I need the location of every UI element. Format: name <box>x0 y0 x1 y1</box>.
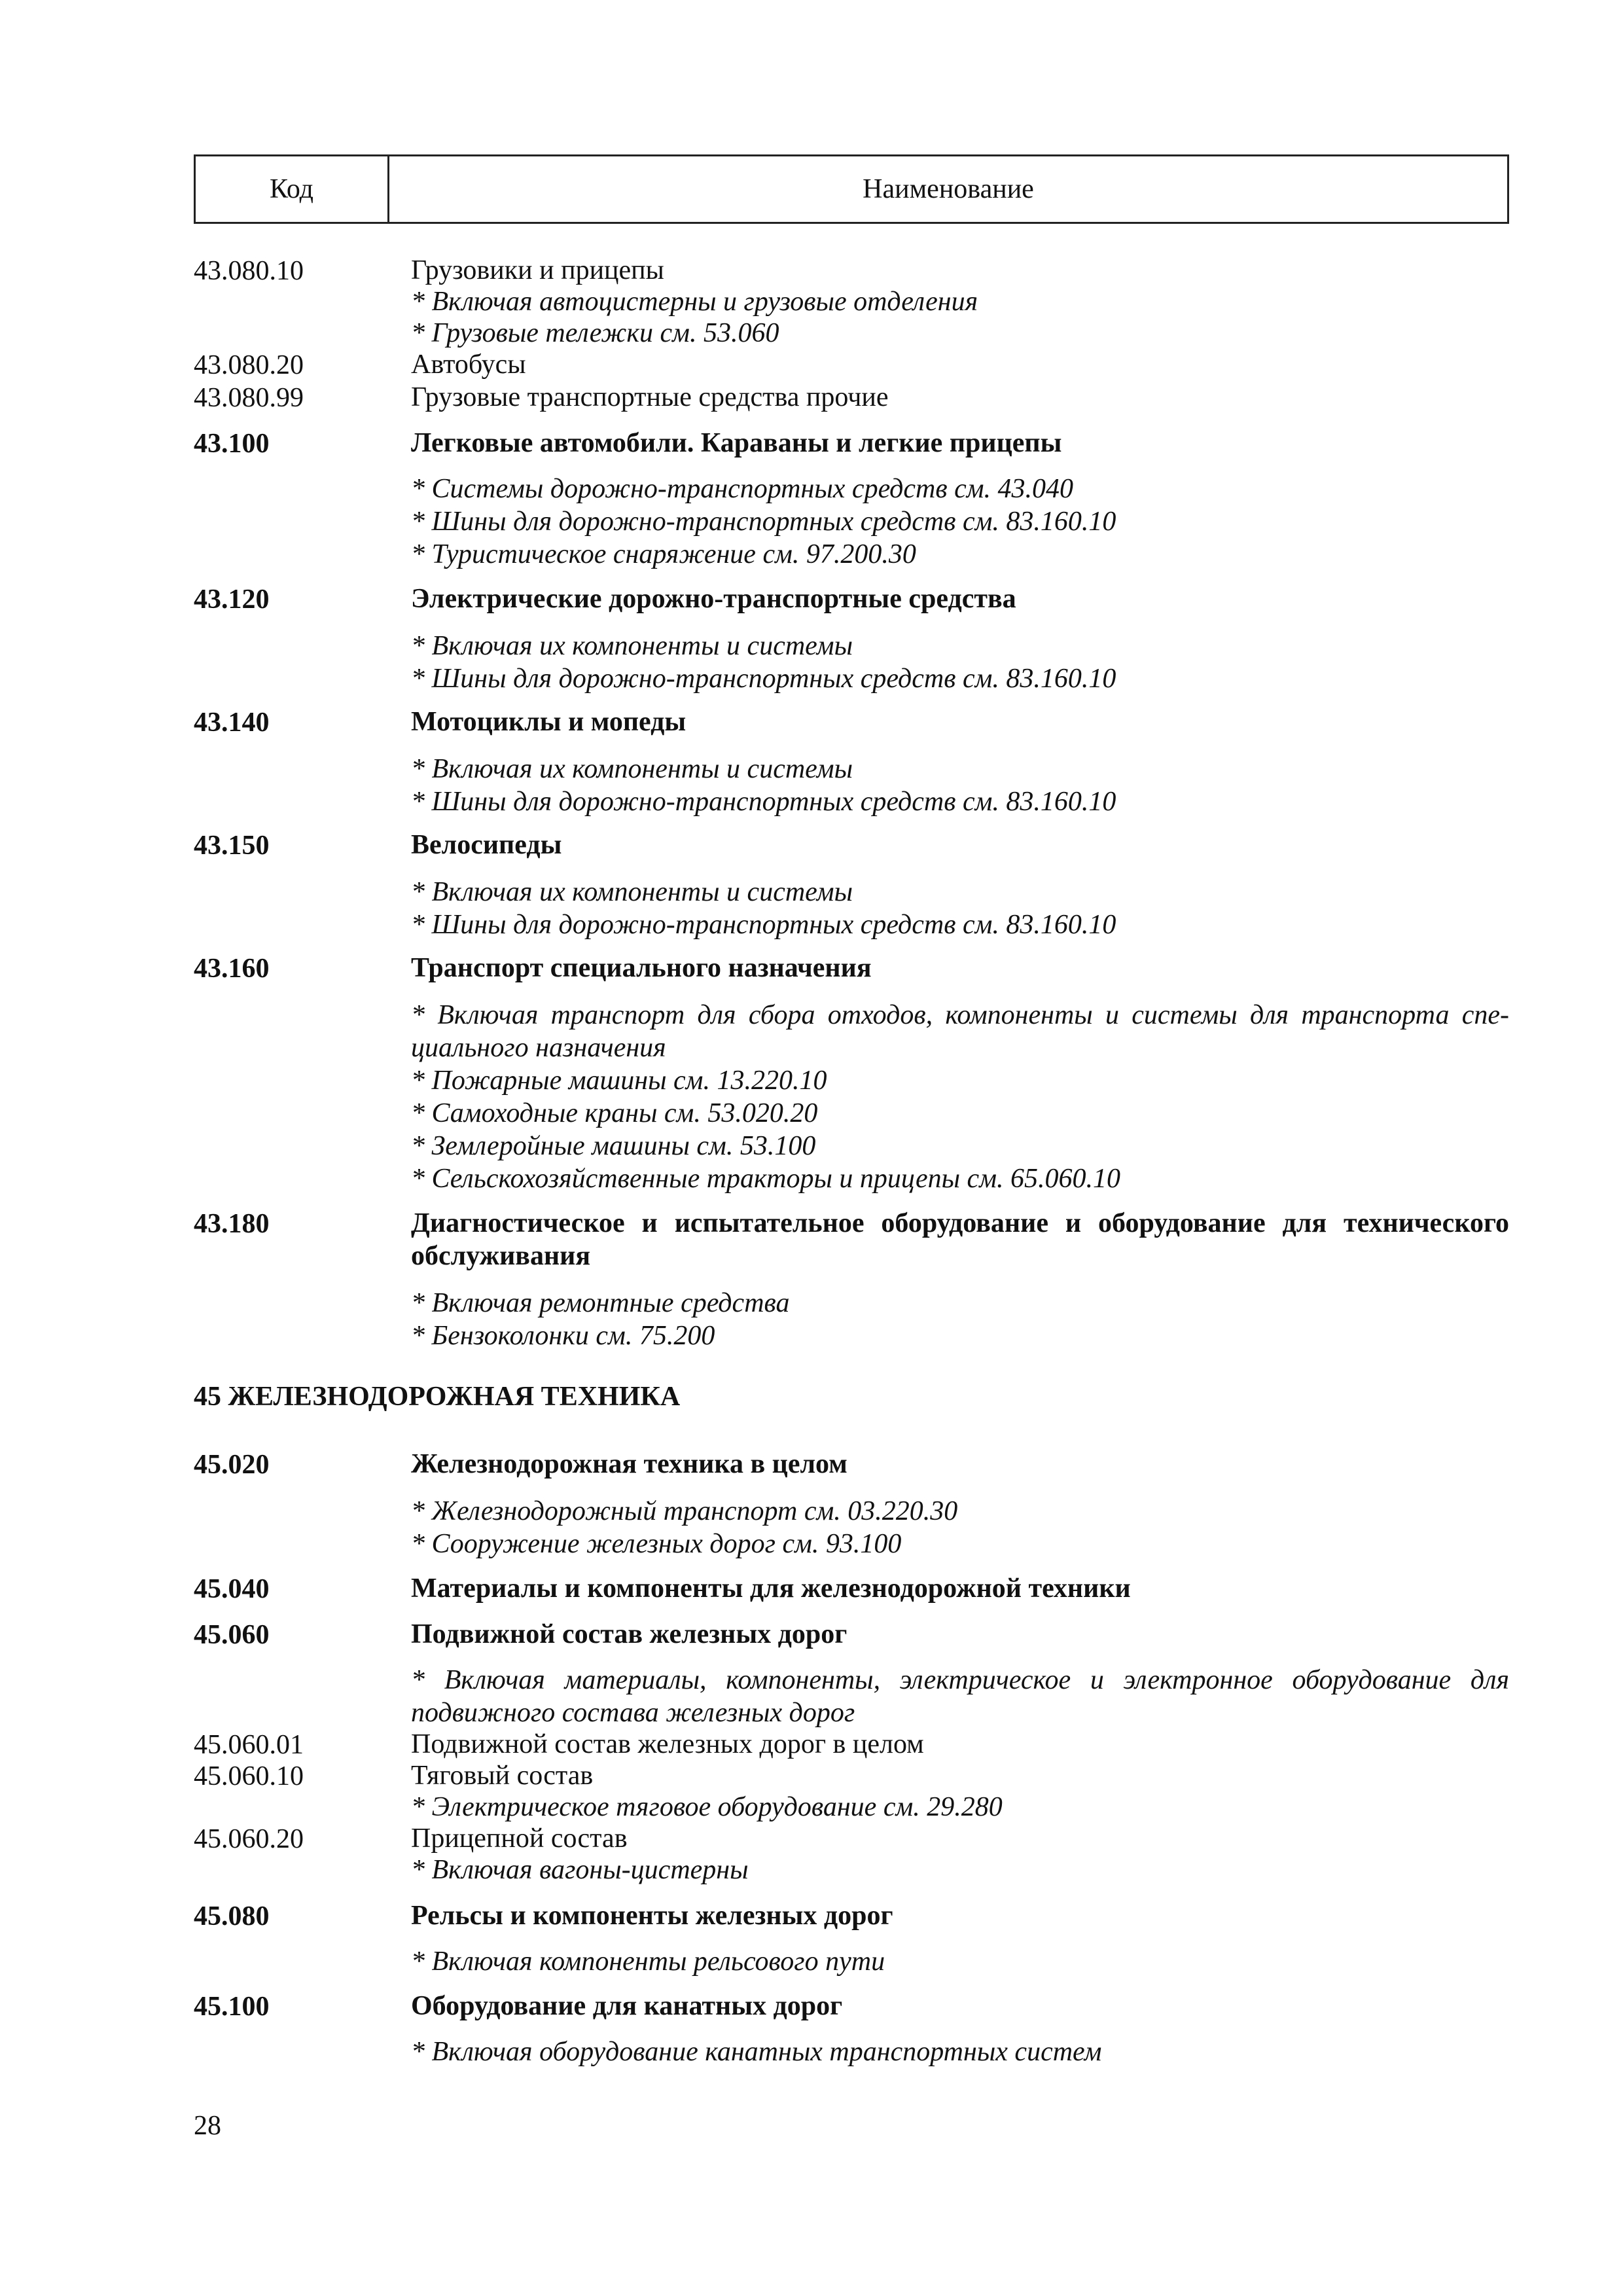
entry-title: Тяговый состав <box>411 1761 594 1791</box>
entry-code: 43.080.20 <box>194 350 304 380</box>
entry-title: Грузовики и прицепы <box>411 255 664 285</box>
entry-title: Мотоциклы и мопеды <box>411 707 687 737</box>
section-heading: 45 ЖЕЛЕЗНОДОРОЖНАЯ ТЕХНИКА <box>194 1382 681 1412</box>
entry-code: 45.060.10 <box>194 1761 304 1791</box>
entry-code: 43.160 <box>194 954 270 984</box>
entry-code: 43.100 <box>194 429 270 459</box>
entry-note: * Пожарные машины см. 13.220.10 <box>411 1066 827 1096</box>
entry-note: * Системы дорожно-транспортных средств см. 43.040 <box>411 474 1074 504</box>
entry-title: Прицепной состав <box>411 1823 628 1854</box>
entry-note: * Включая их компоненты и системы <box>411 631 853 661</box>
entry-title: Велосипеды <box>411 830 562 860</box>
entry-code: 45.040 <box>194 1574 270 1604</box>
entry-note: * Шины для дорожно-транспортных средств см. 83.160.10 <box>411 910 1116 940</box>
entry-code: 45.060.01 <box>194 1730 304 1760</box>
entry-note: * Включая их компоненты и системы <box>411 877 853 907</box>
entry-code: 45.020 <box>194 1450 270 1480</box>
header-code: Код <box>196 156 389 222</box>
entry-title: Рельсы и компоненты железных дорог <box>411 1901 893 1931</box>
entry-note: * Сооружение железных дорог см. 93.100 <box>411 1529 902 1559</box>
entry-title: Электрические дорожно-транспортные средства <box>411 584 1016 614</box>
entry-title-continued: обслуживания <box>411 1241 591 1271</box>
entry-title: Оборудование для канатных дорог <box>411 1991 843 2021</box>
entry-title: Транспорт специального назначения <box>411 953 872 983</box>
entry-note: * Грузовые тележки см. 53.060 <box>411 318 779 348</box>
entry-note: * Включая их компоненты и системы <box>411 754 853 784</box>
entry-code: 43.120 <box>194 584 270 615</box>
entry-title: Материалы и компоненты для железнодорожной техники <box>411 1573 1131 1604</box>
entry-note: * Включая вагоны-цистерны <box>411 1855 749 1885</box>
entry-note: * Шины для дорожно-транспортных средств см. 83.160.10 <box>411 787 1116 817</box>
entry-code: 45.060.20 <box>194 1824 304 1854</box>
entry-code: 45.100 <box>194 1992 270 2022</box>
page-number: 28 <box>194 2111 221 2141</box>
entry-note: * Включая материалы, компоненты, электрическое и электронное оборудование для <box>411 1665 1509 1695</box>
entry-note: * Включая компоненты рельсового пути <box>411 1946 885 1977</box>
entry-note: * Самоходные краны см. 53.020.20 <box>411 1098 818 1128</box>
entry-note: * Шины для дорожно-транспортных средств см. 83.160.10 <box>411 664 1116 694</box>
entry-note: * Туристическое снаряжение см. 97.200.30 <box>411 539 916 569</box>
entry-code: 43.080.99 <box>194 383 304 413</box>
entry-note: * Электрическое тяговое оборудование см. 29.280 <box>411 1792 1003 1822</box>
entry-note: * Шины для дорожно-транспортных средств см. 83.160.10 <box>411 507 1116 537</box>
entry-note: * Железнодорожный транспорт см. 03.220.30 <box>411 1496 958 1526</box>
entry-title: Грузовые транспортные средства прочие <box>411 382 889 412</box>
entry-note: * Включая оборудование канатных транспортных систем <box>411 2037 1102 2067</box>
entry-title: Диагностическое и испытательное оборудование и оборудование для технического <box>411 1208 1509 1238</box>
entry-note: * Бензоколонки см. 75.200 <box>411 1321 715 1351</box>
entry-title: Автобусы <box>411 350 526 380</box>
entry-note: * Включая автоцистерны и грузовые отделения <box>411 287 978 317</box>
entry-note: * Включая транспорт для сбора отходов, компоненты и системы для транспорта спе- <box>411 1000 1509 1030</box>
entry-note: подвижного состава железных дорог <box>411 1698 855 1728</box>
entry-code: 43.080.10 <box>194 256 304 286</box>
entry-code: 45.060 <box>194 1620 270 1650</box>
entry-title: Железнодорожная техника в целом <box>411 1449 847 1479</box>
entry-note: * Сельскохозяйственные тракторы и прицепы см. 65.060.10 <box>411 1164 1121 1194</box>
entry-code: 43.150 <box>194 831 270 861</box>
entry-note: * Землеройные машины см. 53.100 <box>411 1131 816 1161</box>
entry-code: 43.140 <box>194 708 270 738</box>
entry-code: 45.080 <box>194 1901 270 1931</box>
entry-title: Подвижной состав железных дорог в целом <box>411 1729 924 1759</box>
entry-title: Подвижной состав железных дорог <box>411 1619 847 1649</box>
entry-title: Легковые автомобили. Караваны и легкие прицепы <box>411 428 1062 458</box>
header-name: Наименование <box>863 174 1034 204</box>
entry-note: * Включая ремонтные средства <box>411 1288 790 1318</box>
entry-code: 43.180 <box>194 1209 270 1239</box>
table-header <box>194 154 1509 224</box>
entry-note: циального назначения <box>411 1033 666 1063</box>
